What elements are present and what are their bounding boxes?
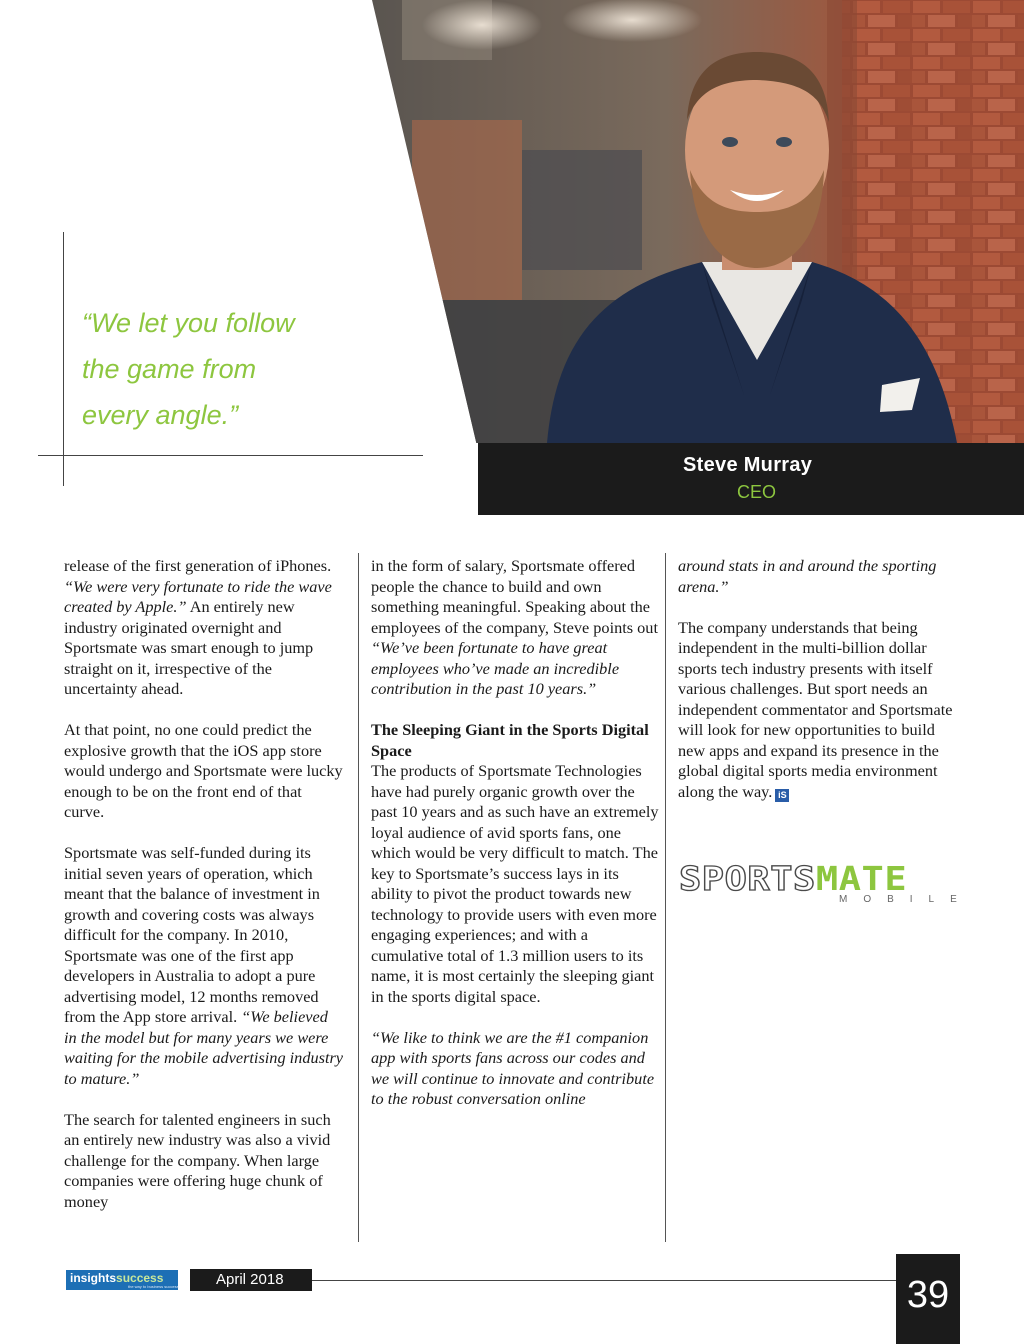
- footer-rule: [312, 1280, 896, 1281]
- paragraph: [371, 1028, 661, 1110]
- pull-quote: [82, 300, 382, 438]
- text-run: in the form of salary, Sportsmate offered people the chance to build and own something meaningful. Speaking about the employees of the company, Steve points out: [371, 556, 658, 637]
- person-name: Steve Murray: [683, 454, 813, 476]
- column-divider: [665, 553, 666, 1242]
- column-divider: [358, 553, 359, 1242]
- pullquote-vertical-rule: [63, 232, 64, 486]
- quote-run: “We’ve been fortunate to have great employees who’ve made an incredible contribution in the past 10 years.”: [371, 638, 620, 698]
- section-heading: The Sleeping Giant in the Sports Digital Space: [371, 720, 649, 760]
- text-run: The company understands that being independent in the multi-billion dollar sports tech industry presents with itself various challenges. But sport needs an independent commentator and Sportsmate will look for new opportunities to build new apps and expand its presence in the global digital sports media environment along the way.: [678, 617, 953, 801]
- pull-quote-line-1: “We let you follow: [82, 308, 295, 338]
- logo-subtitle: MOBILE: [839, 894, 973, 905]
- quote-run: “We like to think we are the #1 companion app with sports fans across our codes and we will continue to innovate and contribute to the robust conversation online: [371, 1027, 655, 1108]
- pull-quote-line-3: every angle.”: [82, 400, 239, 430]
- logo-part-mate: MATE: [815, 859, 908, 898]
- paragraph: At that point, no one could predict the explosive growth that the iOS app store would undergo and Sportsmate were lucky enough to be on the front end of that curve.: [64, 720, 343, 821]
- logo-wordmark: [679, 859, 995, 898]
- brand-tagline: the way to business success: [128, 1284, 179, 1289]
- brand-accent: success: [116, 1271, 164, 1285]
- paragraph: [678, 618, 962, 803]
- pull-quote-line-2: the game from: [82, 354, 257, 384]
- ceo-portrait-illustration: [372, 0, 1024, 443]
- pullquote-horizontal-rule: [38, 455, 423, 456]
- paragraph: [64, 556, 344, 700]
- logo-part-sports: SPORTS: [679, 859, 816, 898]
- person-role: CEO: [737, 482, 777, 502]
- ceo-photo: [372, 0, 1024, 443]
- text-run: release of the first generation of iPhones.: [64, 556, 332, 575]
- paragraph: The products of Sportsmate Technologies have had purely organic growth over the past 10 years and as such have an extremely loyal audience of avid sports fans, one which would be very difficult to match. The key to Sportsmate’s success lays in its ability to pivot the product towards new technology to provide users with even more engaging experiences; and with a cumulative total of 1.3 million users to its name, it is most certainly the sleeping giant in the sports digital space.: [371, 761, 659, 1006]
- quote-run: “We believed in the model but for many years we were waiting for the mobile advertising industry to mature.”: [64, 1007, 344, 1088]
- brand-main: insights: [70, 1271, 117, 1285]
- page-number: 39: [906, 1274, 950, 1316]
- article-column-3: [678, 556, 962, 823]
- paragraph: The search for talented engineers in such an entirely new industry was also a vivid challenge for the company. When large companies were offering huge chunk of money: [64, 1109, 331, 1211]
- sportsmate-logo: [679, 859, 973, 906]
- paragraph: [64, 843, 344, 1089]
- brand-wordmark: [70, 1271, 163, 1285]
- text-run: An entirely new industry originated overnight and Sportsmate was smart enough to jump straight on it, irrespective of the uncertainty ahead.: [64, 597, 314, 698]
- issue-date: April 2018: [216, 1271, 284, 1288]
- text-run: Sportsmate was self-funded during its initial seven years of operation, which meant that the balance of investment in growth and covering costs was always difficult for the company. In 2010, Sportsmate was one of the first app developers in Australia to adopt a pure advertising model, 12 months removed from the App store arrival.: [64, 843, 320, 1026]
- paragraph: [371, 556, 661, 700]
- quote-run: “We were very fortunate to ride the wave created by Apple.”: [64, 576, 332, 616]
- paragraph: [678, 556, 962, 597]
- quote-run: around stats in and around the sporting arena.”: [678, 556, 937, 596]
- article-column-2: [371, 556, 661, 1130]
- article-column-1: [64, 556, 344, 1233]
- article-end-icon: iS: [775, 789, 789, 802]
